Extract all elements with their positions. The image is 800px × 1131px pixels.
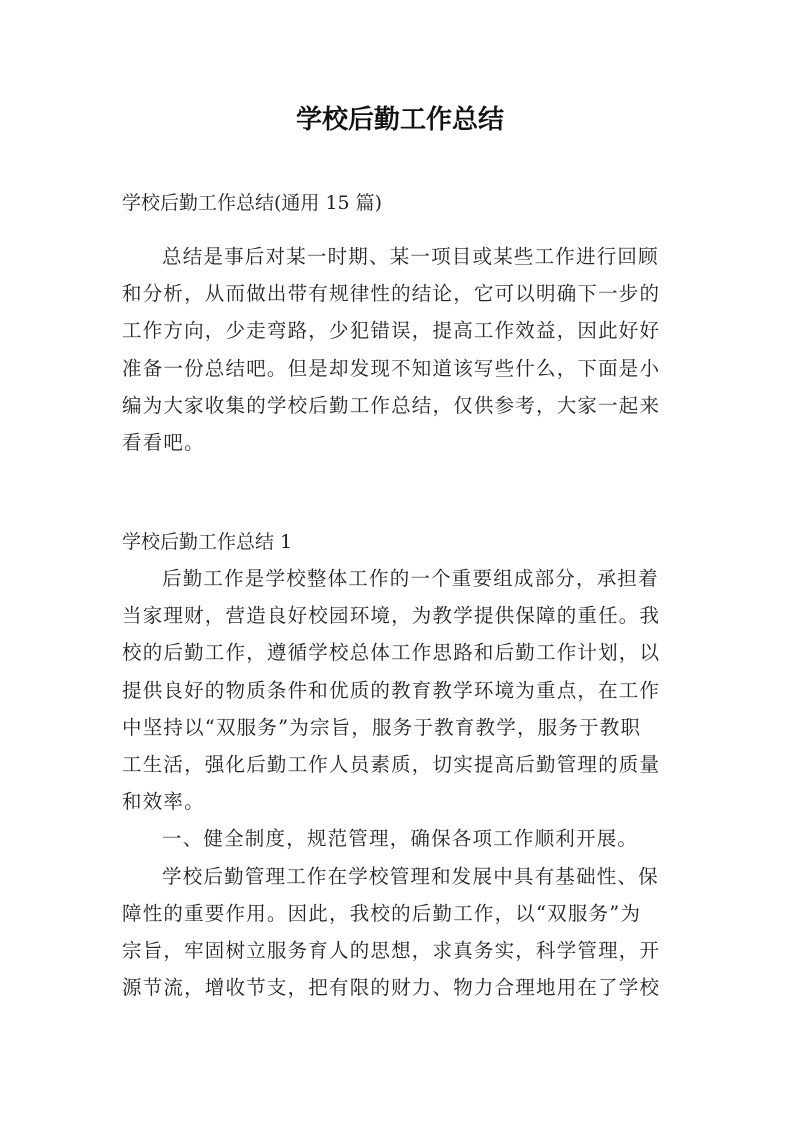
section-subheading: 一、健全制度，规范管理，确保各项工作顺利开展。 bbox=[162, 827, 639, 851]
body-line: 提供良好的物质条件和优质的教育教学环境为重点，在工作 bbox=[122, 678, 661, 702]
body-line: 后勤工作是学校整体工作的一个重要组成部分，承担着 bbox=[162, 567, 659, 590]
body-line: 障性的重要作用。因此，我校的后勤工作，以“双服务”为 bbox=[122, 901, 642, 925]
body-paragraphs bbox=[122, 560, 692, 1006]
section-heading: 学校后勤工作总结 1 bbox=[122, 531, 293, 553]
intro-line: 准备一份总结吧。但是却发现不知道该写些什么，下面是小 bbox=[122, 356, 661, 380]
intro-line: 看看吧。 bbox=[122, 430, 205, 454]
body-line: 学校后勤管理工作在学校管理和发展中具有基础性、保 bbox=[162, 864, 659, 888]
document-title: 学校后勤工作总结 bbox=[295, 105, 504, 135]
body-line: 当家理财，营造良好校园环境，为教学提供保障的重任。我 bbox=[122, 604, 661, 628]
intro-paragraph bbox=[122, 238, 692, 461]
body-line: 中坚持以“双服务”为宗旨，服务于教育教学，服务于教职 bbox=[122, 715, 642, 739]
intro-line: 编为大家收集的学校后勤工作总结，仅供参考，大家一起来 bbox=[122, 393, 661, 417]
document-subtitle: 学校后勤工作总结(通用 15 篇) bbox=[122, 192, 383, 214]
intro-line: 工作方向，少走弯路，少犯错误，提高工作效益，因此好好 bbox=[122, 319, 661, 343]
intro-line: 总结是事后对某一时期、某一项目或某些工作进行回顾 bbox=[162, 245, 659, 268]
body-line: 源节流，增收节支，把有限的财力、物力合理地用在了学校 bbox=[122, 976, 661, 1000]
body-line: 校的后勤工作，遵循学校总体工作思路和后勤工作计划，以 bbox=[122, 641, 661, 665]
body-line: 和效率。 bbox=[122, 790, 205, 814]
body-line: 工生活，强化后勤工作人员素质，切实提高后勤管理的质量 bbox=[122, 752, 661, 776]
intro-line: 和分析，从而做出带有规律性的结论，它可以明确下一步的 bbox=[122, 282, 661, 306]
body-line: 宗旨，牢固树立服务育人的思想，求真务实，科学管理，开 bbox=[122, 938, 661, 962]
